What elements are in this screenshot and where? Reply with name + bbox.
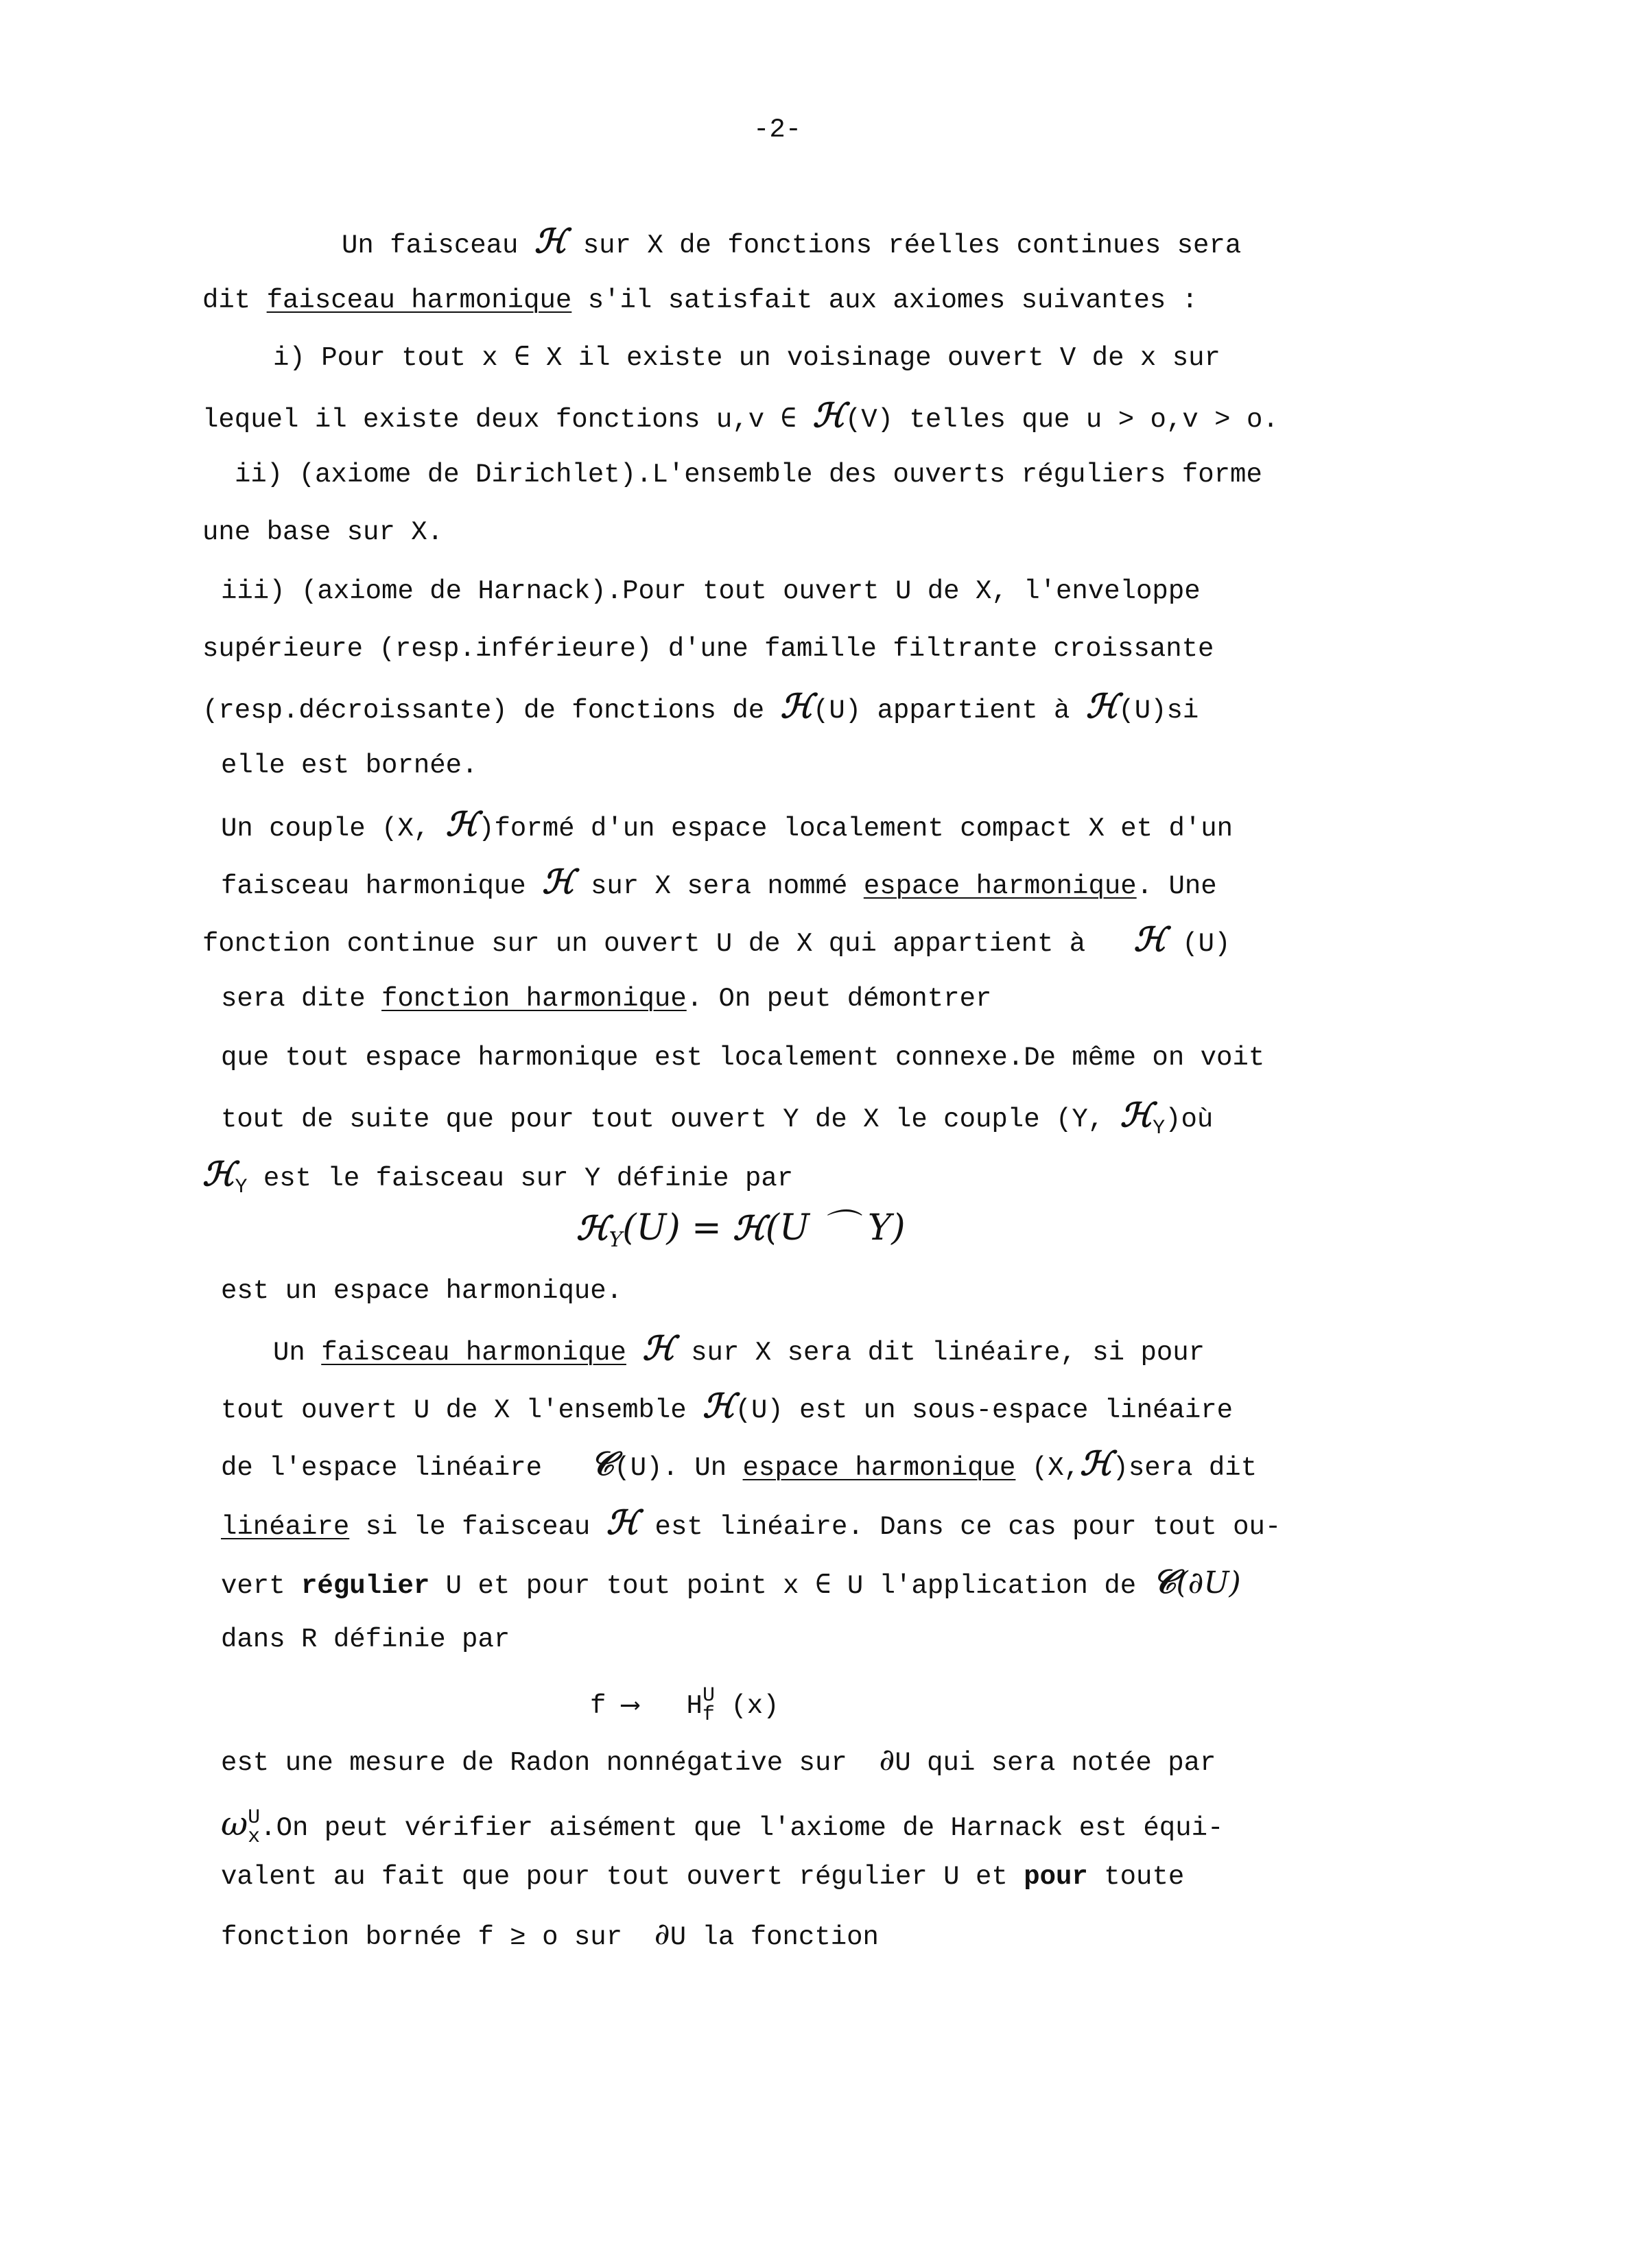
text: . On peut démontrer — [686, 984, 992, 1014]
text: ii) (axiome de Dirichlet).L'ensemble des ouverts réguliers forme — [235, 460, 1262, 490]
text: X il existe un voisinage ouvert V de x sur — [545, 343, 1220, 373]
text: )sera dit — [1112, 1453, 1258, 1483]
text-line-9 — [202, 687, 1199, 727]
text: que tout espace harmonique est localement connexe.De même on voit — [221, 1043, 1265, 1073]
text: (U) — [1182, 929, 1231, 959]
text: est le faisceau sur Y définie par — [263, 1163, 794, 1194]
text: i) Pour tout x — [273, 343, 498, 373]
superscript: U — [702, 1684, 715, 1707]
text: vert — [221, 1571, 285, 1601]
text-line-21 — [221, 1447, 1257, 1484]
script-h-symbol: ℋ — [1085, 687, 1119, 726]
script-h-symbol: ℋ — [780, 687, 813, 726]
text-line-26 — [221, 1801, 1223, 1854]
text: est un espace harmonique. — [221, 1276, 623, 1306]
text: sera dite — [221, 984, 366, 1014]
text: tout ouvert U de X l'ensemble — [221, 1395, 687, 1425]
partial-symbol: ∂ — [654, 1917, 670, 1952]
text: une base sur X. — [202, 517, 444, 547]
text-line-2 — [202, 284, 1198, 317]
text-line-4 — [202, 399, 1279, 436]
text: toute — [1104, 1862, 1185, 1892]
script-h-symbol: ℋ — [576, 1209, 609, 1248]
subscript: Y — [235, 1176, 248, 1199]
text: est une mesure de Radon nonnégative sur — [221, 1748, 847, 1778]
superscript: U — [248, 1806, 261, 1830]
page-number: -2- — [753, 115, 802, 145]
text-line-7 — [221, 575, 1201, 608]
text-line-24 — [221, 1623, 510, 1656]
text-line-17 — [202, 1155, 794, 1204]
text: (U ⌒ Y) — [765, 1207, 906, 1249]
text-line-13 — [202, 923, 1231, 960]
text-line-10 — [221, 749, 477, 782]
text: H — [686, 1691, 703, 1721]
text-line-5 — [235, 458, 1262, 491]
text: de l'espace linéaire — [221, 1453, 543, 1483]
text: elle est bornée. — [221, 750, 478, 781]
underlined-term: linéaire — [221, 1512, 350, 1542]
text-line-20 — [221, 1387, 1234, 1427]
text: tout de suite que pour tout ouvert Y de X le couple (Y, — [221, 1104, 1105, 1135]
text: dans R définie par — [221, 1624, 510, 1655]
arrow-icon: ⟶ — [622, 1691, 639, 1721]
text-line-22 — [221, 1506, 1281, 1543]
text: fonction bornée f ≥ o sur — [221, 1922, 623, 1952]
text: )formé d'un espace localement compact X et d'un — [478, 814, 1234, 844]
text-line-28 — [221, 1918, 879, 1954]
bold-text: pour — [1024, 1862, 1088, 1892]
script-h-symbol: ℋ — [1080, 1445, 1113, 1483]
text: Un couple (X, — [221, 814, 430, 844]
text-line-25 — [221, 1744, 1216, 1779]
text: )où — [1165, 1104, 1214, 1135]
text: (U)si — [1118, 696, 1199, 726]
text-line-12 — [221, 863, 1217, 903]
text: fonction continue sur un ouvert U de X qui appartient à — [202, 929, 1086, 959]
bold-text: régulier — [301, 1571, 430, 1601]
subscript: f — [702, 1703, 715, 1727]
text: (∂U) — [1176, 1565, 1241, 1600]
script-h-symbol: ℋ — [606, 1504, 639, 1542]
text: lequel il existe deux fonctions u,v — [202, 405, 765, 435]
script-h-symbol: ℋ — [1120, 1096, 1153, 1135]
underlined-term: fonction harmonique — [381, 984, 687, 1014]
text-line-6 — [202, 516, 443, 549]
text: (x) — [731, 1691, 779, 1721]
text-line-16 — [221, 1096, 1214, 1145]
underlined-term: espace harmonique — [742, 1453, 1016, 1483]
text: U l'application de — [847, 1571, 1137, 1601]
text: (V) telles que u > o,v > o. — [845, 405, 1279, 435]
text: faisceau harmonique — [221, 871, 526, 901]
text: U et pour tout point x — [445, 1571, 799, 1601]
underlined-term: faisceau harmonique — [266, 285, 572, 316]
text: (X, — [1031, 1453, 1081, 1483]
text-line-1 — [342, 222, 1242, 262]
underlined-term: faisceau harmonique — [321, 1338, 626, 1368]
text: U la fonction — [670, 1922, 879, 1952]
text: sur X sera dit linéaire, si pour — [691, 1338, 1205, 1368]
element-of-symbol: ∈ — [514, 343, 530, 373]
text-line-8 — [202, 632, 1214, 665]
script-h-symbol: ℋ — [1133, 921, 1166, 959]
text-line-3 — [273, 342, 1220, 375]
text: s'il satisfait aux axiomes suivantes : — [587, 285, 1199, 316]
text-line-11 — [221, 805, 1234, 845]
text: sur X de fonctions réelles continues sera — [582, 230, 1242, 261]
text: dit — [202, 285, 251, 316]
subscript: Y — [609, 1228, 623, 1252]
script-h-symbol: ℋ — [642, 1329, 675, 1368]
text: est linéaire. Dans ce cas pour tout ou- — [654, 1512, 1282, 1542]
text: Un — [273, 1338, 305, 1368]
text: (U) est un sous-espace linéaire — [735, 1395, 1234, 1425]
script-h-symbol: ℋ — [733, 1209, 766, 1248]
element-of-symbol: ∈ — [780, 405, 797, 435]
text: (U) = — [622, 1207, 722, 1249]
text: iii) (axiome de Harnack).Pour tout ouvert U de X, l'enveloppe — [221, 576, 1201, 606]
text: (U). Un — [614, 1453, 727, 1483]
element-of-symbol: ∈ — [814, 1571, 831, 1601]
text: (resp.décroissante) de fonctions de — [202, 696, 765, 726]
text: U qui sera notée par — [895, 1748, 1216, 1778]
equation-2 — [590, 1674, 779, 1737]
subscript: Y — [1153, 1117, 1166, 1140]
text-line-19 — [273, 1329, 1205, 1369]
text: valent au fait que pour tout ouvert régulier U et — [221, 1862, 1008, 1892]
script-c-symbol: 𝒞 — [590, 1445, 615, 1483]
script-h-symbol: ℋ — [812, 397, 845, 435]
omega-symbol: ω — [221, 1805, 248, 1843]
text: (U) appartient à — [812, 696, 1070, 726]
text: si le faisceau — [365, 1512, 591, 1542]
text-line-18 — [221, 1275, 622, 1308]
script-c-symbol: 𝒞 — [1152, 1563, 1177, 1601]
text-line-27 — [221, 1860, 1184, 1893]
subscript: x — [248, 1825, 261, 1849]
text-line-14 — [221, 982, 991, 1015]
script-h-symbol: ℋ — [703, 1387, 735, 1425]
text: f — [590, 1691, 606, 1721]
script-h-symbol: ℋ — [542, 863, 575, 901]
text: Un faisceau — [342, 230, 519, 261]
text: . Une — [1136, 871, 1217, 901]
equation-1 — [576, 1204, 906, 1264]
text: sur X sera nommé — [590, 871, 848, 901]
text: .On peut vérifier aisément que l'axiome de Harnack est équi- — [260, 1813, 1224, 1843]
text-line-23 — [221, 1565, 1241, 1602]
script-h-symbol: ℋ — [534, 222, 567, 261]
partial-symbol: ∂ — [879, 1742, 895, 1777]
text-line-15 — [221, 1041, 1264, 1074]
script-h-symbol: ℋ — [202, 1155, 235, 1194]
script-h-symbol: ℋ — [445, 805, 479, 844]
text: supérieure (resp.inférieure) d'une famille filtrante croissante — [202, 634, 1214, 664]
underlined-term: espace harmonique — [863, 871, 1137, 901]
